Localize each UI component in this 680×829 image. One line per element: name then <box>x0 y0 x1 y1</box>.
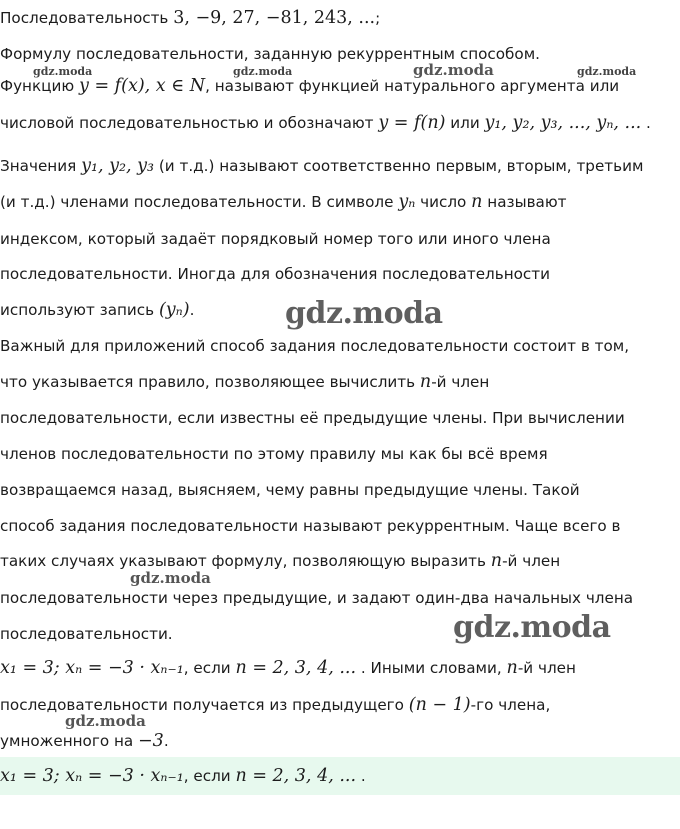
para3-line-2 <box>0 371 489 393</box>
text-run: что указывается правило, позволяющее вычислить <box>0 373 420 391</box>
recurrence-math: x₁ = 3; xₙ = −3 · xₙ₋₁ <box>0 658 184 678</box>
text-run: , называют функцией натурального аргумента или <box>205 77 620 95</box>
text-run: таких случаях указывают формулу, позволяющую выразить <box>0 552 491 570</box>
watermark: gdz.moda <box>577 65 637 78</box>
n-math: n <box>490 551 503 571</box>
para3-line-4: членов последовательности по этому правилу мы как бы всё время <box>0 445 548 463</box>
watermark: gdz.moda <box>285 296 443 331</box>
yn-math: yₙ <box>398 192 416 212</box>
text-run: . <box>356 767 366 785</box>
text-run: . <box>641 114 651 132</box>
para3-line-5: возвращаемся назад, выясняем, чему равны предыдущие члены. Такой <box>0 481 580 499</box>
function-math: y = f(x), x ∈ N <box>79 76 206 96</box>
para2-line-1 <box>0 155 643 177</box>
definition-line-2 <box>0 112 651 134</box>
prev-term-math: (n − 1) <box>408 695 471 715</box>
answer-recurrence-math: x₁ = 3; xₙ = −3 · xₙ₋₁ <box>0 766 184 786</box>
watermark: gdz.moda <box>33 65 93 78</box>
watermark: gdz.moda <box>130 569 211 587</box>
heading-line: Формулу последовательности, заданную рекуррентным способом. <box>0 45 541 63</box>
answer-index-math: n = 2, 3, 4, ... <box>235 766 357 786</box>
index-range-math: n = 2, 3, 4, ... <box>235 658 357 678</box>
text-run: , если <box>183 767 236 785</box>
text-run: . <box>163 732 169 750</box>
para3-line-9: последовательности. <box>0 625 173 643</box>
text-run: -й член <box>502 552 561 570</box>
text-run: называют <box>482 193 567 211</box>
watermark: gdz.moda <box>453 610 611 645</box>
text-run: Функцию <box>0 77 79 95</box>
text-run: . <box>189 301 195 319</box>
text-run: (и т.д.) членами последовательности. В символе <box>0 193 399 211</box>
answer-line <box>0 765 366 787</box>
n-math: n <box>471 192 483 212</box>
text-run: . Иными словами, <box>356 659 507 677</box>
text-run: или <box>445 114 485 132</box>
notation-math: y = f(n) <box>378 113 446 133</box>
watermark: gdz.moda <box>413 61 494 79</box>
text-run: -го члена, <box>470 696 551 714</box>
sequence-notation-math: (yₙ) <box>158 300 190 320</box>
para4-line-1 <box>0 657 576 679</box>
para4-line-3 <box>0 730 169 752</box>
text-run: Последовательность <box>0 9 174 27</box>
para2-line-5 <box>0 299 194 321</box>
terms-math: y₁, y₂, y₃ <box>81 156 155 176</box>
n-math: n <box>419 372 432 392</box>
text-run: -й член <box>517 659 576 677</box>
text-run: , если <box>183 659 236 677</box>
para3-line-1: Важный для приложений способ задания последовательности состоит в том, <box>0 337 630 355</box>
text-run: ; <box>375 9 381 27</box>
n-math: n <box>506 658 518 678</box>
text-run: -й член <box>431 373 490 391</box>
text-run: последовательности получается из предыдущего <box>0 696 409 714</box>
watermark: gdz.moda <box>233 65 293 78</box>
sequence-math: 3, −9, 27, −81, 243, ... <box>173 8 376 28</box>
text-run: (и т.д.) называют соответственно первым, вторым, третьим <box>154 157 644 175</box>
para3-line-6: способ задания последовательности называют рекуррентным. Чаще всего в <box>0 517 621 535</box>
watermark: gdz.moda <box>65 712 146 730</box>
para3-line-7 <box>0 550 560 572</box>
text-run: Значения <box>0 157 82 175</box>
para3-line-8: последовательности через предыдущие, и задают один-два начальных члена <box>0 589 634 607</box>
factor-math: −3 <box>138 731 164 751</box>
terms-math: y₁, y₂, y₃, ..., yₙ, ... <box>484 113 642 133</box>
para3-line-3: последовательности, если известны её предыдущие члены. При вычислении <box>0 409 625 427</box>
sequence-example-line <box>0 7 380 29</box>
definition-line-1 <box>0 75 619 97</box>
para2-line-2 <box>0 191 566 213</box>
text-run: числовой последовательностью и обозначают <box>0 114 379 132</box>
para2-line-4: последовательности. Иногда для обозначения последовательности <box>0 265 550 283</box>
text-run: число <box>415 193 472 211</box>
text-run: используют запись <box>0 301 159 319</box>
para2-line-3: индексом, который задаёт порядковый номер того или иного члена <box>0 230 551 248</box>
text-run: умноженного на <box>0 732 139 750</box>
